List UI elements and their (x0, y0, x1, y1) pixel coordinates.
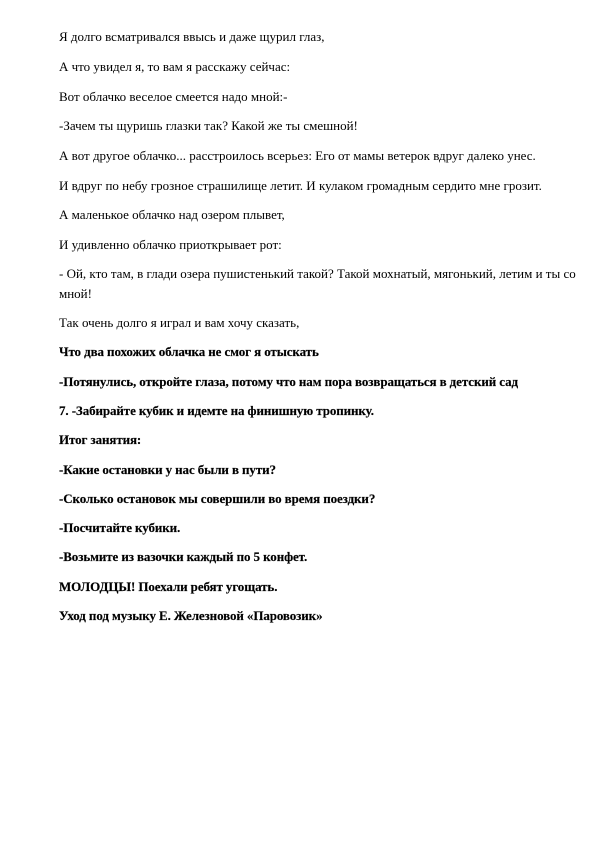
text-line-15: -Какие остановки у нас были в пути? (59, 462, 276, 477)
text-line-3: Вот облачко веселое смеется надо мной:- (59, 89, 288, 104)
text-line-6: И вдруг по небу грозное страшилище летит. И кулаком громадным сердито мне грозит. (59, 178, 542, 193)
text-line-14: Итог занятия: (59, 432, 142, 447)
text-line-18: -Возьмите из вазочки каждый по 5 конфет. (59, 549, 308, 564)
text-line-20: Уход под музыку Е. Железновой «Паровозик» (59, 608, 323, 623)
text-line-16: -Сколько остановок мы совершили во время поездки? (59, 491, 376, 506)
text-line-13: 7. -Забирайте кубик и идемте на финишную тропинку. (59, 403, 374, 418)
text-line-9: - Ой, кто там, в глади озера пушистенький такой? Такой мохнатый, мягонький, летим и ты со мной! (59, 266, 576, 301)
text-line-7: А маленькое облачко над озером плывет, (59, 207, 285, 222)
text-line-8: И удивленно облачко приоткрывает рот: (59, 237, 282, 252)
text-line-5: А вот другое облачко... расстроилось всерьез: Его от мамы ветерок вдруг далеко унес. (59, 148, 536, 163)
text-line-1: Я долго всматривался ввысь и даже щурил глаз, (59, 29, 325, 44)
text-line-4: -Зачем ты щуришь глазки так? Какой же ты смешной! (59, 118, 358, 133)
text-line-10: Так очень долго я играл и вам хочу сказать, (59, 315, 300, 330)
text-line-12: -Потянулись, откройте глаза, потому что нам пора возвращаться в детский сад (59, 374, 518, 389)
text-line-2: А что увидел я, то вам я расскажу сейчас: (59, 59, 291, 74)
text-line-19: МОЛОДЦЫ! Поехали ребят угощать. (59, 579, 278, 594)
text-line-11: Что два похожих облачка не смог я отыскать (59, 344, 319, 359)
text-line-17: -Посчитайте кубики. (59, 520, 181, 535)
